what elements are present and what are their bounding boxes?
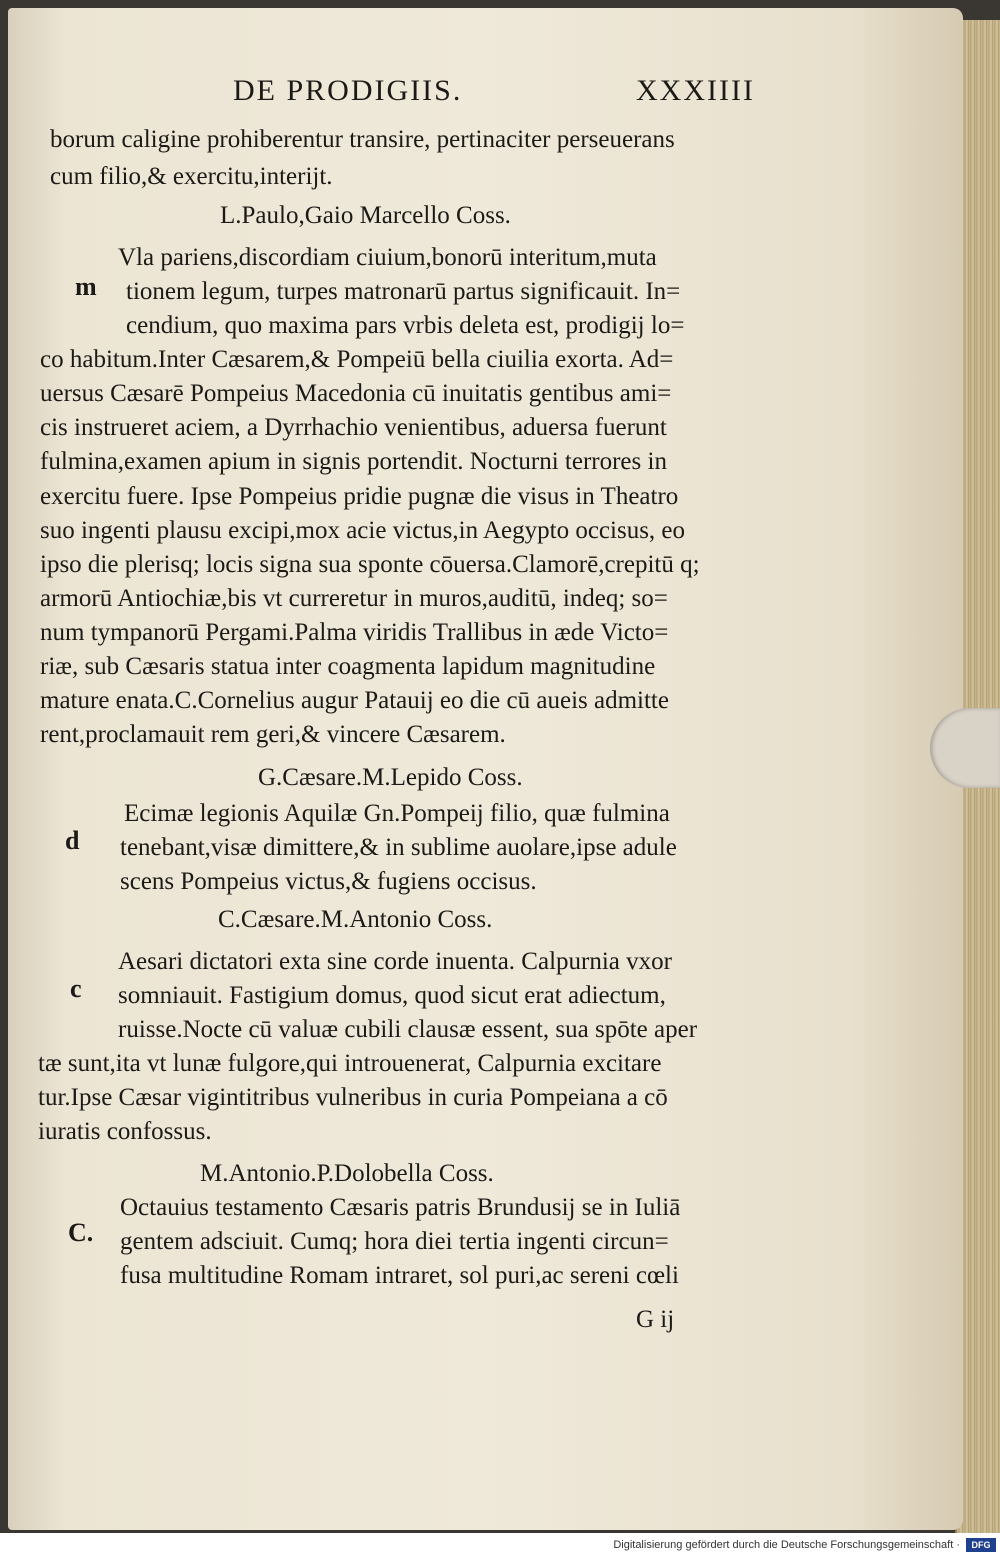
book-page: [8, 8, 963, 1530]
text-line: tenebant,visæ dimittere,& in sublime auolare,ipse adule: [120, 834, 677, 861]
signature-mark: G ij: [636, 1306, 675, 1333]
text-line: ruisse.Nocte cū valuæ cubili clausæ essent, sua spōte aper: [118, 1016, 698, 1043]
text-line: Aesari dictatori exta sine corde inuenta. Calpurnia vxor: [118, 948, 672, 975]
text-line: scens Pompeius victus,& fugiens occisus.: [120, 868, 537, 895]
text-line: Vla pariens,discordiam ciuium,bonorū interitum,muta: [118, 244, 657, 271]
text-line: gentem adsciuit. Cumq; hora diei tertia ingenti circun=: [120, 1228, 669, 1255]
text-line: mature enata.C.Cornelius augur Patauij eo die cū aueis admitte: [40, 687, 669, 714]
text-line: tur.Ipse Cæsar vigintitribus vulneribus in curia Pompeiana a cō: [38, 1084, 668, 1111]
text-line: borum caligine prohiberentur transire, pertinaciter perseuerans: [50, 126, 675, 153]
text-line: tæ sunt,ita vt lunæ fulgore,qui introuenerat, Calpurnia excitare: [38, 1050, 662, 1077]
dfg-logo: DFG: [966, 1538, 996, 1552]
text-line: cis instrueret aciem, a Dyrrhachio venientibus, aduersa fuerunt: [40, 414, 667, 441]
text-line: armorū Antiochiæ,bis vt curreretur in muros,auditū, indeq; so=: [40, 585, 668, 612]
page-holder-tab: [930, 708, 1000, 788]
text-line: uersus Cæsarē Pompeius Macedonia cū inuitatis gentibus ami=: [40, 380, 672, 407]
text-line: fulmina,examen apium in signis portendit. Nocturni terrores in: [40, 448, 667, 475]
text-line: riæ, sub Cæsaris statua inter coagmenta lapidum magnitudine: [40, 653, 656, 680]
text-line: fusa multitudine Romam intraret, sol puri,ac sereni cœli: [120, 1262, 679, 1289]
section-heading: C.Cæsare.M.Antonio Coss.: [218, 906, 493, 933]
footer-bar: [0, 1533, 1000, 1559]
text-line: Ecimæ legionis Aquilæ Gn.Pompeij filio, quæ fulmina: [124, 800, 670, 827]
section-heading: L.Paulo,Gaio Marcello Coss.: [220, 202, 511, 229]
text-line: somniauit. Fastigium domus, quod sicut erat adiectum,: [118, 982, 666, 1009]
text-line: cum filio,& exercitu,interijt.: [50, 163, 333, 190]
margin-letter: c: [70, 974, 82, 1003]
running-title: DE PRODIGIIS.: [233, 74, 463, 107]
text-line: Octauius testamento Cæsaris patris Brundusij se in Iuliā: [120, 1194, 681, 1221]
text-line: exercitu fuere. Ipse Pompeius pridie pugnæ die visus in Theatro: [40, 483, 679, 510]
text-line: suo ingenti plausu excipi,mox acie victus,in Aegypto occisus, eo: [40, 517, 686, 544]
margin-letter: d: [65, 826, 80, 855]
section-heading: M.Antonio.P.Dolobella Coss.: [200, 1160, 494, 1187]
text-line: rent,proclamauit rem geri,& vincere Cæsarem.: [40, 721, 506, 748]
text-line: tionem legum, turpes matronarū partus significauit. In=: [126, 278, 681, 305]
margin-letter: m: [75, 272, 97, 301]
margin-letter: C.: [68, 1218, 94, 1247]
text-line: co habitum.Inter Cæsarem,& Pompeiū bella ciuilia exorta. Ad=: [40, 346, 674, 373]
text-line: ipso die plerisq; locis signa sua sponte cōuersa.Clamorē,crepitū q;: [40, 551, 700, 578]
folio-number: XXXIIII: [636, 74, 755, 107]
section-heading: G.Cæsare.M.Lepido Coss.: [258, 764, 523, 791]
text-line: iuratis confossus.: [38, 1118, 212, 1145]
text-line: cendium, quo maxima pars vrbis deleta est, prodigij lo=: [126, 312, 685, 339]
funding-notice: Digitalisierung gefördert durch die Deutsche Forschungsgemeinschaft ·: [613, 1539, 960, 1551]
text-line: num tympanorū Pergami.Palma viridis Trallibus in æde Victo=: [40, 619, 669, 646]
